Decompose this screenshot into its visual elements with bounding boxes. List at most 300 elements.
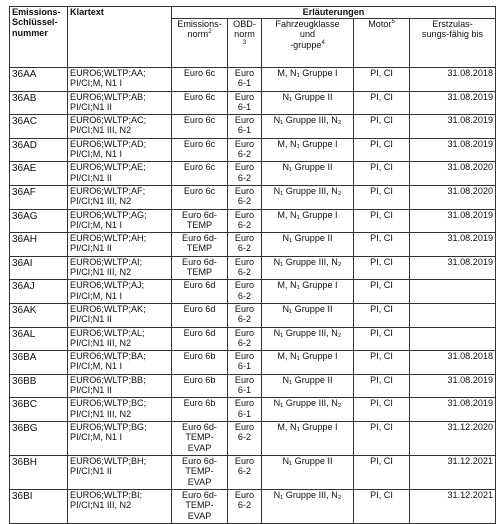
cell-fahrzeugklasse — [262, 209, 354, 233]
klartext-line1: EURO6;WLTP;BH; — [70, 455, 147, 466]
norm-line: Euro 6d — [183, 303, 216, 314]
klartext-line2: PI/CI;M, N1 I — [70, 219, 123, 230]
cell-motor — [354, 91, 410, 115]
motor-value: PI, CI — [370, 256, 393, 267]
cell-obdnorm — [228, 115, 262, 139]
cell-emissionsnorm — [172, 280, 228, 304]
klartext-line1: EURO6;WLTP;BB; — [70, 374, 146, 385]
cell-fahrzeugklasse — [262, 327, 354, 351]
fzk-value: N₁ Gruppe III, N₂ — [273, 185, 342, 196]
klartext-line1: EURO6;WLTP;AB; — [70, 91, 146, 102]
subheader-fahrzeugklasse — [262, 19, 354, 68]
cell-code — [10, 351, 68, 375]
cell-fahrzeugklasse — [262, 115, 354, 139]
klartext-line2: PI/CI;M, N1 I — [70, 78, 123, 89]
cell-klartext — [68, 374, 172, 398]
cell-erstzulassung — [410, 256, 496, 280]
cell-fahrzeugklasse — [262, 455, 354, 489]
cell-klartext — [68, 185, 172, 209]
motor-value: PI, CI — [370, 327, 393, 338]
cell-obdnorm — [228, 374, 262, 398]
motor-value: PI, CI — [370, 91, 393, 102]
fzk-value: N₁ Gruppe II — [282, 162, 333, 173]
norm-line: Euro 6d- — [182, 209, 217, 220]
obd-line: 6-2 — [237, 432, 252, 443]
norm-line: EVAP — [187, 510, 212, 521]
cell-fahrzeugklasse — [262, 421, 354, 455]
cell-code — [10, 185, 68, 209]
obd-line: 6-1 — [237, 101, 252, 112]
cell-klartext — [68, 455, 172, 489]
code-value: 36AK — [12, 304, 37, 316]
cell-motor — [354, 209, 410, 233]
norm-line: Euro 6d- — [182, 233, 217, 244]
cell-code — [10, 68, 68, 92]
cell-obdnorm — [228, 421, 262, 455]
norm-line: Euro 6d- — [182, 256, 217, 267]
motor-value: PI, CI — [370, 68, 393, 78]
klartext-line2: PI/CI;M, N1 I — [70, 290, 123, 301]
cell-klartext — [68, 68, 172, 92]
cell-obdnorm — [228, 162, 262, 186]
cell-emissionsnorm — [172, 421, 228, 455]
code-value: 36AI — [12, 257, 33, 269]
motor-value: PI, CI — [370, 138, 393, 149]
code-value: 36BB — [12, 375, 37, 387]
obd-line: Euro — [234, 421, 255, 432]
cell-motor — [354, 374, 410, 398]
cell-motor — [354, 185, 410, 209]
cell-emissionsnorm — [172, 351, 228, 375]
erstzulassung-value: 31.08.2020 — [447, 185, 493, 196]
table-row — [10, 209, 496, 233]
obd-line: 6-2 — [237, 314, 252, 325]
cell-motor — [354, 489, 410, 523]
code-value: 36BC — [12, 399, 38, 411]
cell-emissionsnorm — [172, 303, 228, 327]
cell-obdnorm — [228, 256, 262, 280]
cell-emissionsnorm — [172, 398, 228, 422]
table-row — [10, 162, 496, 186]
table-row — [10, 185, 496, 209]
subheader-norm-line2: norm — [187, 29, 209, 40]
cell-emissionsnorm — [172, 455, 228, 489]
motor-value: PI, CI — [370, 233, 393, 244]
cell-emissionsnorm — [172, 162, 228, 186]
motor-value: PI, CI — [370, 455, 393, 466]
klartext-line1: EURO6;WLTP;AF; — [70, 185, 146, 196]
subheader-obd-line2: norm — [234, 29, 255, 40]
cell-obdnorm — [228, 303, 262, 327]
cell-klartext — [68, 115, 172, 139]
cell-emissionsnorm — [172, 138, 228, 162]
cell-emissionsnorm — [172, 185, 228, 209]
subheader-norm — [172, 19, 228, 68]
table-row — [10, 327, 496, 351]
cell-fahrzeugklasse — [262, 256, 354, 280]
erstzulassung-value: 31.08.2019 — [447, 398, 493, 409]
fzk-value: M, N₁ Gruppe I — [277, 421, 338, 432]
code-value: 36AF — [12, 186, 36, 198]
cell-emissionsnorm — [172, 91, 228, 115]
obd-line: 6-1 — [237, 361, 252, 372]
cell-obdnorm — [228, 91, 262, 115]
motor-value: PI, CI — [370, 280, 393, 291]
motor-value: PI, CI — [370, 398, 393, 409]
erstzulassung-value: 31.12.2020 — [447, 421, 493, 432]
subheader-fzk-line2: und — [299, 29, 316, 40]
cell-emissionsnorm — [172, 327, 228, 351]
klartext-line2: PI/CI;M, N1 I — [70, 149, 123, 160]
cell-klartext — [68, 421, 172, 455]
fzk-value: M, N₁ Gruppe I — [277, 351, 338, 362]
erstzulassung-value: 31.08.2020 — [447, 162, 493, 173]
cell-motor — [354, 327, 410, 351]
norm-line: Euro 6b — [183, 398, 216, 409]
fzk-value: N₁ Gruppe II — [282, 303, 333, 314]
cell-klartext — [68, 303, 172, 327]
code-value: 36AB — [12, 92, 37, 104]
obd-line: Euro — [234, 327, 255, 338]
klartext-line2: PI/CI;N1 II — [70, 101, 112, 112]
cell-fahrzeugklasse — [262, 138, 354, 162]
cell-emissionsnorm — [172, 256, 228, 280]
obd-line: Euro — [234, 351, 255, 362]
fzk-value: M, N₁ Gruppe I — [277, 138, 338, 149]
fzk-value: N₁ Gruppe II — [282, 91, 333, 102]
footnote-marker: 4 — [321, 39, 325, 46]
code-value: 36AH — [12, 234, 38, 246]
fzk-value: M, N₁ Gruppe I — [277, 68, 338, 78]
erstzulassung-value: 31.12.2021 — [447, 455, 493, 466]
cell-motor — [354, 421, 410, 455]
cell-erstzulassung — [410, 68, 496, 92]
code-value: 36AC — [12, 116, 38, 128]
code-value: 36BG — [12, 422, 38, 434]
motor-value: PI, CI — [370, 115, 393, 126]
erstzulassung-value: 31.08.2018 — [447, 351, 493, 362]
obd-line: 6-1 — [237, 125, 252, 136]
footnote-marker: 3 — [242, 39, 247, 46]
motor-value: PI, CI — [370, 209, 393, 220]
subheader-fzk-line1: Fahrzeugklasse — [275, 19, 340, 29]
fzk-value: N₁ Gruppe II — [282, 374, 333, 385]
cell-emissionsnorm — [172, 489, 228, 523]
cell-motor — [354, 351, 410, 375]
klartext-line1: EURO6;WLTP;AL; — [70, 327, 145, 338]
obd-line: Euro — [234, 209, 255, 220]
header-klartext: Klartext — [68, 7, 172, 68]
cell-erstzulassung — [410, 115, 496, 139]
cell-obdnorm — [228, 351, 262, 375]
cell-obdnorm — [228, 68, 262, 92]
norm-line: TEMP- — [185, 432, 214, 443]
klartext-line2: PI/CI;N1 III, N2 — [70, 267, 132, 278]
klartext-line1: EURO6;WLTP;AI; — [70, 256, 143, 267]
norm-line: Euro 6d- — [182, 489, 217, 500]
motor-value: PI, CI — [370, 351, 393, 362]
obd-line: 6-2 — [237, 466, 252, 477]
erstzulassung-value: 31.08.2019 — [447, 233, 493, 244]
fzk-value: M, N₁ Gruppe I — [277, 209, 338, 220]
cell-motor — [354, 138, 410, 162]
erstzulassung-value: 31.08.2018 — [447, 68, 493, 78]
cell-erstzulassung — [410, 327, 496, 351]
obd-line: Euro — [234, 115, 255, 126]
obd-line: 6-2 — [237, 500, 252, 511]
norm-line: Euro 6b — [183, 374, 216, 385]
klartext-line1: EURO6;WLTP;AK; — [70, 303, 146, 314]
obd-line: 6-1 — [237, 408, 252, 419]
obd-line: 6-1 — [237, 78, 252, 89]
table-row — [10, 280, 496, 304]
table-body — [10, 68, 496, 524]
cell-erstzulassung — [410, 209, 496, 233]
motor-value: PI, CI — [370, 489, 393, 500]
footnote-marker: 2 — [208, 29, 212, 36]
fzk-value: N₁ Gruppe III, N₂ — [273, 327, 342, 338]
klartext-line2: PI/CI;M, N1 I — [70, 432, 123, 443]
obd-line: Euro — [234, 233, 255, 244]
klartext-line2: PI/CI;N1 II — [70, 385, 112, 396]
obd-line: 6-2 — [237, 290, 252, 301]
table-row — [10, 303, 496, 327]
motor-value: PI, CI — [370, 303, 393, 314]
fzk-value: M, N₁ Gruppe I — [277, 280, 338, 291]
fzk-value: N₁ Gruppe III, N₂ — [273, 115, 342, 126]
klartext-line2: PI/CI;N1 II — [70, 314, 112, 325]
obd-line: Euro — [234, 455, 255, 466]
cell-emissionsnorm — [172, 233, 228, 257]
table-row — [10, 68, 496, 92]
norm-line: Euro 6c — [183, 115, 216, 126]
header-erlaeuterungen: Erläuterungen — [172, 7, 496, 19]
cell-erstzulassung — [410, 280, 496, 304]
subheader-erst-line2: sungs-fähig bis — [421, 29, 484, 40]
obd-line: Euro — [234, 162, 255, 173]
cell-code — [10, 489, 68, 523]
obd-line: 6-2 — [237, 337, 252, 348]
cell-fahrzeugklasse — [262, 489, 354, 523]
klartext-line1: EURO6;WLTP;BC; — [70, 398, 147, 409]
header-code — [10, 7, 68, 68]
cell-erstzulassung — [410, 138, 496, 162]
cell-fahrzeugklasse — [262, 303, 354, 327]
cell-motor — [354, 455, 410, 489]
klartext-line2: PI/CI;N1 III, N2 — [70, 500, 132, 511]
norm-line: TEMP — [186, 243, 213, 254]
cell-fahrzeugklasse — [262, 398, 354, 422]
klartext-line2: PI/CI;N1 II — [70, 466, 112, 477]
cell-motor — [354, 303, 410, 327]
cell-fahrzeugklasse — [262, 68, 354, 92]
klartext-line1: EURO6;WLTP;AJ; — [70, 280, 145, 291]
cell-motor — [354, 398, 410, 422]
cell-code — [10, 91, 68, 115]
norm-line: TEMP- — [185, 500, 214, 511]
obd-line: Euro — [234, 138, 255, 149]
table-row — [10, 455, 496, 489]
cell-obdnorm — [228, 455, 262, 489]
cell-code — [10, 374, 68, 398]
obd-line: Euro — [234, 280, 255, 291]
cell-code — [10, 455, 68, 489]
code-value: 36BA — [12, 352, 37, 364]
cell-erstzulassung — [410, 398, 496, 422]
cell-code — [10, 421, 68, 455]
header-code-line2: Schlüssel- — [12, 17, 58, 28]
cell-erstzulassung — [410, 303, 496, 327]
cell-motor — [354, 162, 410, 186]
obd-line: Euro — [234, 398, 255, 409]
cell-obdnorm — [228, 398, 262, 422]
cell-obdnorm — [228, 489, 262, 523]
table-row — [10, 256, 496, 280]
table-row — [10, 91, 496, 115]
cell-obdnorm — [228, 209, 262, 233]
norm-line: Euro 6d- — [182, 421, 217, 432]
obd-line: 6-2 — [237, 172, 252, 183]
table-row — [10, 351, 496, 375]
code-value: 36BH — [12, 456, 38, 468]
obd-line: 6-1 — [237, 385, 252, 396]
cell-motor — [354, 68, 410, 92]
table-row — [10, 398, 496, 422]
cell-klartext — [68, 233, 172, 257]
cell-code — [10, 162, 68, 186]
erstzulassung-value: 31.08.2019 — [447, 209, 493, 220]
fzk-value: N₁ Gruppe II — [282, 455, 333, 466]
klartext-line2: PI/CI;N1 III, N2 — [70, 125, 132, 136]
table-row — [10, 489, 496, 523]
norm-line: Euro 6c — [183, 162, 216, 173]
obd-line: 6-2 — [237, 149, 252, 160]
cell-motor — [354, 115, 410, 139]
motor-value: PI, CI — [370, 374, 393, 385]
cell-erstzulassung — [410, 162, 496, 186]
erstzulassung-value: 31.08.2019 — [447, 115, 493, 126]
cell-fahrzeugklasse — [262, 162, 354, 186]
cell-emissionsnorm — [172, 68, 228, 92]
norm-line: TEMP — [186, 219, 213, 230]
norm-line: TEMP- — [185, 466, 214, 477]
obd-line: Euro — [234, 374, 255, 385]
cell-fahrzeugklasse — [262, 233, 354, 257]
klartext-line1: EURO6;WLTP;AC; — [70, 115, 147, 126]
klartext-line2: PI/CI;N1 II — [70, 172, 112, 183]
norm-line: Euro 6d — [183, 280, 216, 291]
cell-fahrzeugklasse — [262, 91, 354, 115]
cell-emissionsnorm — [172, 209, 228, 233]
cell-code — [10, 209, 68, 233]
norm-line: Euro 6b — [183, 351, 216, 362]
table-row — [10, 374, 496, 398]
cell-motor — [354, 256, 410, 280]
klartext-line2: PI/CI;N1 III, N2 — [70, 337, 132, 348]
klartext-line1: EURO6;WLTP;BG; — [70, 421, 147, 432]
norm-line: EVAP — [187, 442, 212, 453]
cell-klartext — [68, 351, 172, 375]
klartext-line1: EURO6;WLTP;AA; — [70, 68, 146, 78]
cell-obdnorm — [228, 327, 262, 351]
cell-emissionsnorm — [172, 115, 228, 139]
cell-erstzulassung — [410, 421, 496, 455]
fzk-value: N₁ Gruppe II — [282, 233, 333, 244]
footnote-marker: 5 — [391, 18, 395, 25]
fzk-value: N₁ Gruppe III, N₂ — [273, 256, 342, 267]
emissions-key-table — [9, 6, 496, 524]
table-row — [10, 138, 496, 162]
erstzulassung-value: 31.12.2021 — [447, 489, 493, 500]
obd-line: Euro — [234, 303, 255, 314]
klartext-line1: EURO6;WLTP;BI; — [70, 489, 143, 500]
obd-line: 6-2 — [237, 267, 252, 278]
norm-line: TEMP — [186, 267, 213, 278]
subheader-fzk-line3: -gruppe — [290, 39, 322, 50]
cell-code — [10, 138, 68, 162]
emissions-table-container — [9, 6, 496, 524]
cell-fahrzeugklasse — [262, 280, 354, 304]
subheader-obd-line1: OBD- — [233, 19, 256, 29]
cell-emissionsnorm — [172, 374, 228, 398]
norm-line: Euro 6d — [183, 327, 216, 338]
cell-code — [10, 303, 68, 327]
norm-line: Euro 6c — [183, 68, 216, 78]
klartext-line1: EURO6;WLTP;AE; — [70, 162, 146, 173]
obd-line: Euro — [234, 489, 255, 500]
motor-value: PI, CI — [370, 185, 393, 196]
cell-klartext — [68, 162, 172, 186]
cell-erstzulassung — [410, 351, 496, 375]
cell-erstzulassung — [410, 233, 496, 257]
erstzulassung-value: 31.08.2019 — [447, 374, 493, 385]
klartext-line1: EURO6;WLTP;AD; — [70, 138, 147, 149]
table-row — [10, 421, 496, 455]
cell-klartext — [68, 398, 172, 422]
obd-line: Euro — [234, 91, 255, 102]
cell-fahrzeugklasse — [262, 185, 354, 209]
cell-erstzulassung — [410, 374, 496, 398]
obd-line: 6-2 — [237, 219, 252, 230]
header-code-line1: Emissions- — [12, 7, 61, 17]
klartext-line2: PI/CI;M, N1 I — [70, 361, 123, 372]
subheader-erst-line1: Erstzulas- — [432, 19, 473, 29]
erstzulassung-value: 31.08.2019 — [447, 91, 493, 102]
table-row — [10, 115, 496, 139]
table-row — [10, 233, 496, 257]
norm-line: EVAP — [187, 476, 212, 487]
header-code-line3: nummer — [12, 27, 48, 38]
obd-line: Euro — [234, 185, 255, 196]
cell-code — [10, 280, 68, 304]
klartext-line1: EURO6;WLTP;AG; — [70, 209, 147, 220]
norm-line: Euro 6d- — [182, 455, 217, 466]
motor-value: PI, CI — [370, 162, 393, 173]
cell-erstzulassung — [410, 455, 496, 489]
obd-line: Euro — [234, 68, 255, 78]
cell-code — [10, 398, 68, 422]
cell-klartext — [68, 280, 172, 304]
cell-erstzulassung — [410, 91, 496, 115]
cell-fahrzeugklasse — [262, 351, 354, 375]
subheader-motor-label: Motor — [368, 19, 392, 29]
fzk-value: N₁ Gruppe III, N₂ — [273, 398, 342, 409]
cell-erstzulassung — [410, 489, 496, 523]
cell-klartext — [68, 256, 172, 280]
cell-motor — [354, 233, 410, 257]
code-value: 36AL — [12, 328, 36, 340]
norm-line: Euro 6c — [183, 138, 216, 149]
